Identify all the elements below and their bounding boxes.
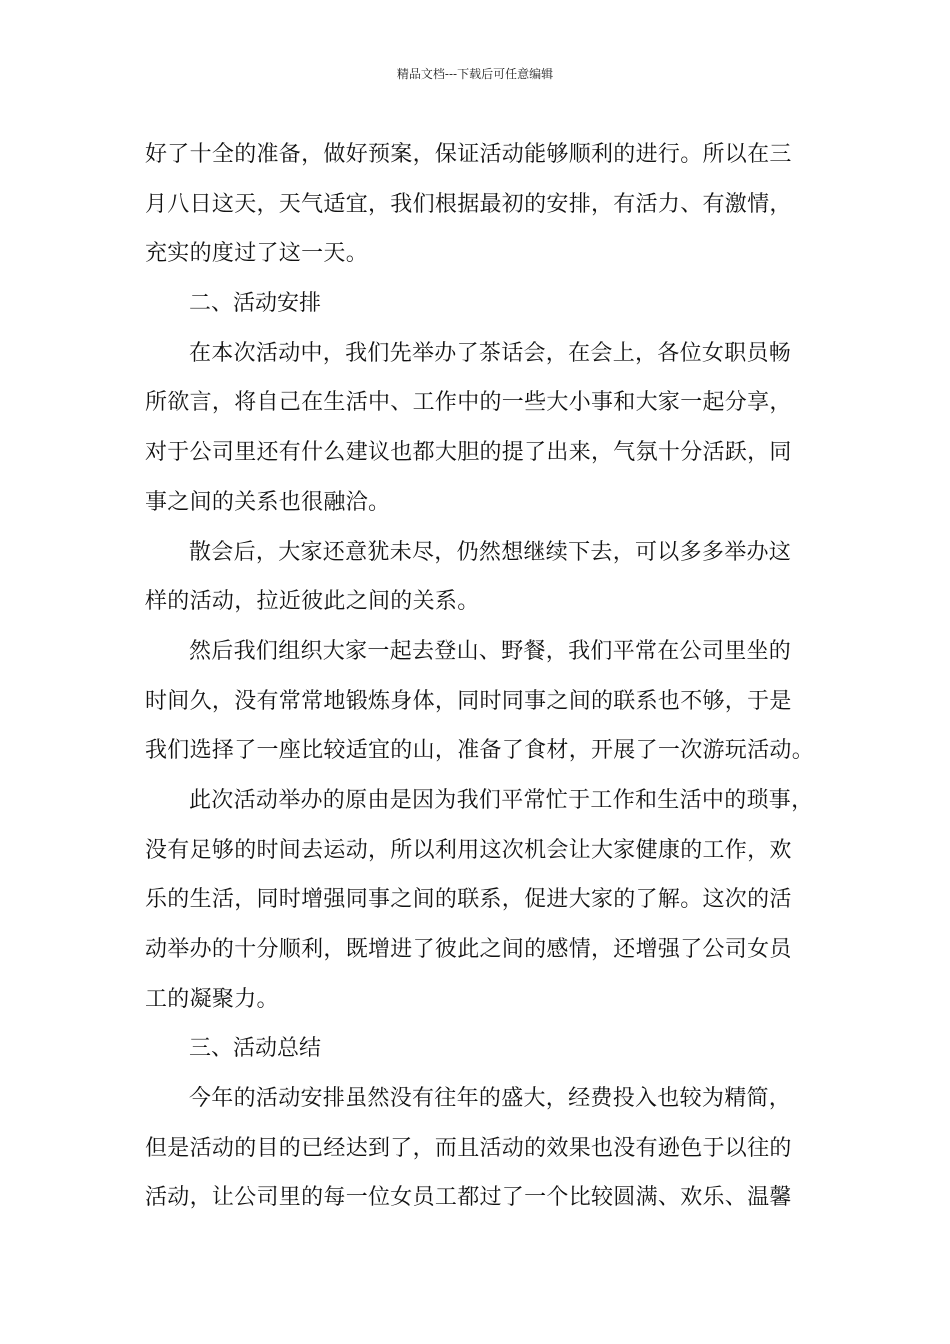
paragraph-6 xyxy=(145,1074,810,1223)
paragraph-1 xyxy=(145,130,810,279)
page-header: 精品文档---下载后可任意编辑 xyxy=(396,67,554,81)
paragraph-line: 动举办的十分顺利，既增进了彼此之间的感情，还增强了公司女员 xyxy=(145,937,792,963)
paragraph-line: 此次活动举办的原由是因为我们平常忙于工作和生活中的琐事， xyxy=(189,787,814,813)
paragraph-line: 充实的度过了这一天。 xyxy=(145,241,369,267)
paragraph-line: 但是活动的目的已经达到了，而且活动的效果也没有逊色于以往的 xyxy=(145,1135,792,1161)
paragraph-line: 事之间的关系也很融洽。 xyxy=(145,489,391,515)
paragraph-line: 所欲言，将自己在生活中、工作中的一些大小事和大家一起分享， xyxy=(145,390,792,416)
paragraph-line: 好了十全的准备，做好预案，保证活动能够顺利的进行。所以在三 xyxy=(145,142,792,167)
paragraph-line: 然后我们组织大家一起去登山、野餐，我们平常在公司里坐的 xyxy=(189,638,792,664)
paragraph-line: 我们选择了一座比较适宜的山，准备了食材，开展了一次游玩活动。 xyxy=(145,738,815,764)
paragraph-line: 没有足够的时间去运动，所以利用这次机会让大家健康的工作，欢 xyxy=(145,837,792,863)
paragraph-line: 工的凝聚力。 xyxy=(145,986,279,1012)
paragraph-line: 今年的活动安排虽然没有往年的盛大，经费投入也较为精简， xyxy=(189,1086,792,1112)
paragraph-line: 时间久，没有常常地锻炼身体，同时同事之间的联系也不够，于是 xyxy=(145,688,792,714)
paragraph-3 xyxy=(145,528,810,627)
section-heading-activity-arrangement: 二、活动安排 xyxy=(189,291,322,317)
paragraph-line: 活动，让公司里的每一位女员工都过了一个比较圆满、欢乐、温馨 xyxy=(145,1185,792,1211)
paragraph-4 xyxy=(145,627,815,776)
paragraph-line: 在本次活动中，我们先举办了茶话会，在会上，各位女职员畅 xyxy=(189,340,792,366)
paragraph-line: 样的活动，拉近彼此之间的关系。 xyxy=(145,589,480,615)
paragraph-line: 对于公司里还有什么建议也都大胆的提了出来，气氛十分活跃，同 xyxy=(145,440,792,466)
document-body xyxy=(145,130,815,1223)
paragraph-line: 散会后，大家还意犹未尽，仍然想继续下去，可以多多举办这 xyxy=(189,539,792,565)
paragraph-5 xyxy=(145,776,814,1024)
paragraph-line: 月八日这天，天气适宜，我们根据最初的安排，有活力、有激情， xyxy=(145,191,792,217)
paragraph-line: 乐的生活，同时增强同事之间的联系，促进大家的了解。这次的活 xyxy=(145,887,792,913)
section-heading-activity-summary: 三、活动总结 xyxy=(189,1036,322,1062)
paragraph-2 xyxy=(145,329,810,528)
